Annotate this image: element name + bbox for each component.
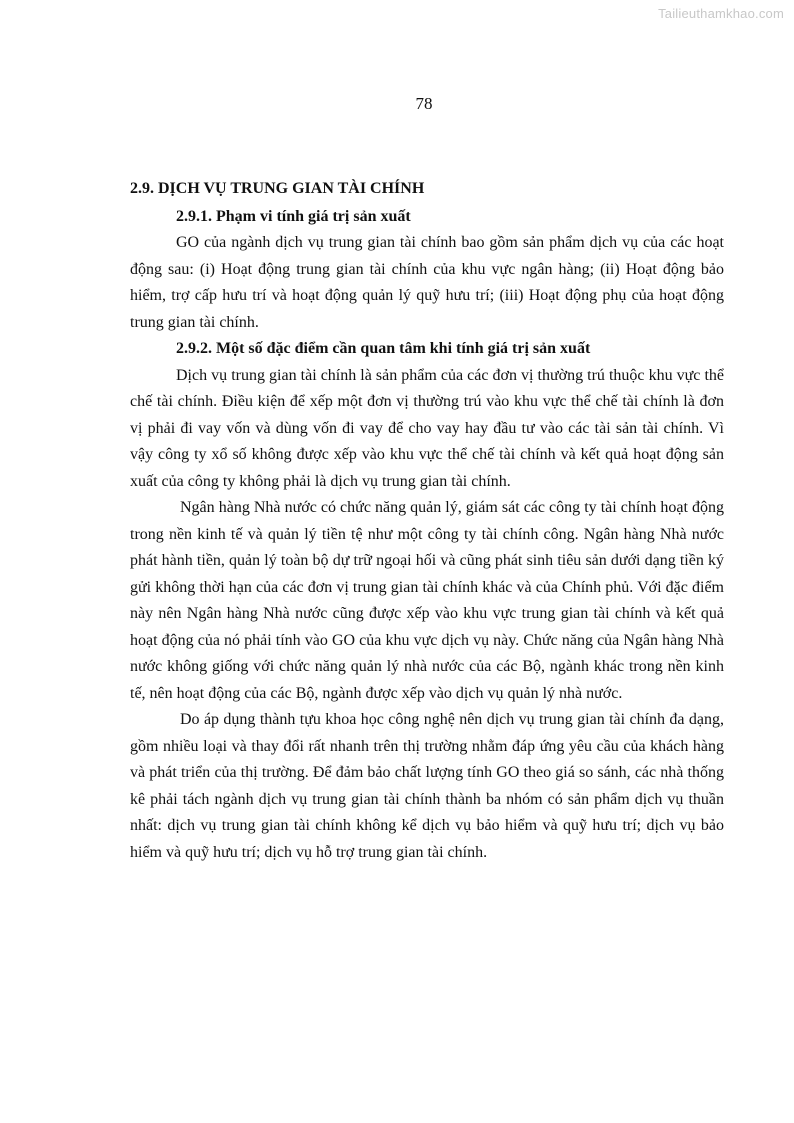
section-title: 2.9. DỊCH VỤ TRUNG GIAN TÀI CHÍNH (130, 180, 425, 197)
paragraph: Ngân hàng Nhà nước có chức năng quản lý, giám sát các công ty tài chính hoạt động trong nền kinh tế và quản lý tiền tệ như một công ty tài chính công. Ngân hàng Nhà nước phát hành tiền, quản lý toàn bộ dự trữ ngoại hối và cũng phát sinh tiêu sản dưới dạng tiền ký gửi không thời hạn của các đơn vị trung gian tài chính khác và của Chính phủ. Với đặc điểm này nên Ngân hàng Nhà nước cũng được xếp vào khu vực trung gian tài chính và kết quả hoạt động của nó phải tính vào GO của khu vực dịch vụ này. Chức năng của Ngân hàng Nhà nước không giống với chức năng quản lý nhà nước của các Bộ, ngành khác trong nền kinh tế, nên hoạt động của các Bộ, ngành được xếp vào dịch vụ quản lý nhà nước. (130, 499, 724, 702)
subsection-title-2-9-2: 2.9.2. Một số đặc điểm cần quan tâm khi tính giá trị sản xuất (176, 340, 591, 357)
paragraph: GO của ngành dịch vụ trung gian tài chính bao gồm sản phẩm dịch vụ của các hoạt động sau: (i) Hoạt động trung gian tài chính của khu vực ngân hàng; (ii) Hoạt động bảo hiểm, trợ cấp hưu trí và hoạt động quản lý quỹ hưu trí; (iii) Hoạt động phụ của hoạt động trung gian tài chính. (130, 234, 724, 331)
watermark: Tailieuthamkhao.com (658, 6, 784, 21)
paragraph: Dịch vụ trung gian tài chính là sản phẩm của các đơn vị thường trú thuộc khu vực thể chế tài chính. Điều kiện để xếp một đơn vị thường trú vào khu vực thể chế tài chính là đơn vị phải đi vay vốn và dùng vốn đi vay để cho vay hay đầu tư vào các tài sản tài chính. Vì vậy công ty xổ số không được xếp vào khu vực thể chế tài chính và kết quả hoạt động sản xuất của công ty không phải là dịch vụ trung gian tài chính. (130, 366, 724, 490)
subsection-title-2-9-1: 2.9.1. Phạm vi tính giá trị sản xuất (176, 207, 411, 225)
paragraph: Do áp dụng thành tựu khoa học công nghệ nên dịch vụ trung gian tài chính đa dạng, gồm nhiều loại và thay đổi rất nhanh trên thị trường nhằm đáp ứng yêu cầu của khách hàng và phát triển của thị trường. Để đảm bảo chất lượng tính GO theo giá so sánh, các nhà thống kê phải tách ngành dịch vụ trung gian tài chính thành ba nhóm có sản phẩm dịch vụ thuần nhất: dịch vụ trung gian tài chính không kể dịch vụ bảo hiểm và quỹ hưu trí; dịch vụ bảo hiểm và quỹ hưu trí; dịch vụ hỗ trợ trung gian tài chính. (130, 711, 724, 861)
page-number: 78 (415, 94, 433, 113)
document-body (130, 176, 724, 866)
